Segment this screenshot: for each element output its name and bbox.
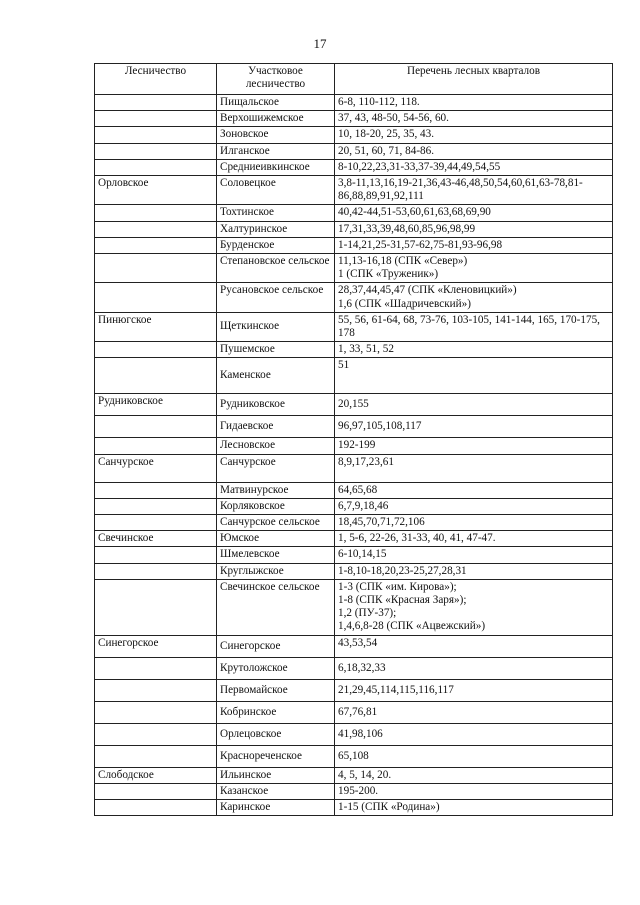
table-header-row [95, 64, 613, 95]
table-row [95, 657, 613, 679]
blocks-cell: 21,29,45,114,115,116,117 [335, 679, 613, 701]
table-row [95, 176, 613, 205]
table-row [95, 745, 613, 767]
district-forestry-cell: Каменское [217, 358, 335, 394]
blocks-cell: 55, 56, 61-64, 68, 73-76, 103-105, 141-144, 165, 170-175, 178 [335, 312, 613, 341]
blocks-cell: 17,31,33,39,48,60,85,96,98,99 [335, 221, 613, 237]
forestry-cell: Санчурское [95, 454, 217, 482]
district-forestry-cell: Бурденское [217, 237, 335, 253]
blocks-cell: 40,42-44,51-53,60,61,63,68,69,90 [335, 205, 613, 221]
table-row [95, 454, 613, 482]
forestry-cell [95, 221, 217, 237]
table-row [95, 547, 613, 563]
blocks-cell: 1-8,10-18,20,23-25,27,28,31 [335, 563, 613, 579]
table-row [95, 635, 613, 657]
table-row [95, 531, 613, 547]
district-forestry-cell: Русановское сельское [217, 283, 335, 312]
table-row [95, 237, 613, 253]
blocks-cell: 195-200. [335, 783, 613, 799]
blocks-cell: 192-199 [335, 438, 613, 454]
forestry-cell [95, 438, 217, 454]
table-row [95, 416, 613, 438]
district-forestry-cell: Каринское [217, 800, 335, 816]
table-row [95, 95, 613, 111]
district-forestry-cell: Круглыжское [217, 563, 335, 579]
table-row [95, 111, 613, 127]
table-row [95, 342, 613, 358]
forestry-cell [95, 579, 217, 635]
table-row [95, 563, 613, 579]
table-row [95, 312, 613, 341]
table-row [95, 783, 613, 799]
forestry-cell [95, 498, 217, 514]
blocks-cell: 65,108 [335, 745, 613, 767]
table-row [95, 679, 613, 701]
blocks-cell: 1, 5-6, 22-26, 31-33, 40, 41, 47-47. [335, 531, 613, 547]
blocks-cell: 1-3 (СПК «им. Кирова»); 1-8 (СПК «Красная Заря»); 1,2 (ПУ-37); 1,4,6,8-28 (СПК «Ацвежский») [335, 579, 613, 635]
blocks-cell: 3,8-11,13,16,19-21,36,43-46,48,50,54,60,61,63-78,81-86,88,89,91,92,111 [335, 176, 613, 205]
table-row [95, 482, 613, 498]
district-forestry-cell: Первомайское [217, 679, 335, 701]
forestry-cell [95, 515, 217, 531]
forestry-cell [95, 111, 217, 127]
district-forestry-cell: Соловецкое [217, 176, 335, 205]
header-forestry: Лесничество [95, 64, 217, 95]
district-forestry-cell: Крутоложское [217, 657, 335, 679]
header-blocks: Перечень лесных кварталов [335, 64, 613, 95]
blocks-cell: 37, 43, 48-50, 54-56, 60. [335, 111, 613, 127]
forestry-cell: Пинюгское [95, 312, 217, 341]
forestry-cell [95, 563, 217, 579]
table-row [95, 767, 613, 783]
district-forestry-cell: Юмское [217, 531, 335, 547]
district-forestry-cell: Синегорское [217, 635, 335, 657]
forestry-cell [95, 342, 217, 358]
table-row [95, 701, 613, 723]
district-forestry-cell: Тохтинское [217, 205, 335, 221]
forestry-cell [95, 254, 217, 283]
table-row [95, 221, 613, 237]
table-row [95, 283, 613, 312]
table-row [95, 723, 613, 745]
forestry-cell [95, 723, 217, 745]
blocks-cell: 6,18,32,33 [335, 657, 613, 679]
blocks-cell: 6-10,14,15 [335, 547, 613, 563]
forestry-cell [95, 95, 217, 111]
forest-blocks-table [94, 63, 613, 816]
blocks-cell: 51 [335, 358, 613, 394]
forestry-cell [95, 358, 217, 394]
blocks-cell: 20, 51, 60, 71, 84-86. [335, 143, 613, 159]
table-row [95, 127, 613, 143]
forestry-cell [95, 416, 217, 438]
forestry-cell [95, 800, 217, 816]
district-forestry-cell: Гидаевское [217, 416, 335, 438]
district-forestry-cell: Зоновское [217, 127, 335, 143]
district-forestry-cell: Верхошижемское [217, 111, 335, 127]
blocks-cell: 96,97,105,108,117 [335, 416, 613, 438]
forestry-cell [95, 745, 217, 767]
blocks-cell: 6,7,9,18,46 [335, 498, 613, 514]
district-forestry-cell: Шмелевское [217, 547, 335, 563]
forestry-cell: Синегорское [95, 635, 217, 657]
table-row [95, 498, 613, 514]
forestry-cell [95, 701, 217, 723]
district-forestry-cell: Свечинское сельское [217, 579, 335, 635]
blocks-cell: 8,9,17,23,61 [335, 454, 613, 482]
district-forestry-cell: Илганское [217, 143, 335, 159]
forestry-cell [95, 547, 217, 563]
district-forestry-cell: Казанское [217, 783, 335, 799]
blocks-cell: 64,65,68 [335, 482, 613, 498]
district-forestry-cell: Ильинское [217, 767, 335, 783]
blocks-cell: 41,98,106 [335, 723, 613, 745]
blocks-cell: 8-10,22,23,31-33,37-39,44,49,54,55 [335, 159, 613, 175]
forestry-cell [95, 159, 217, 175]
district-forestry-cell: Орлецовское [217, 723, 335, 745]
district-forestry-cell: Степановское сельское [217, 254, 335, 283]
table-body [95, 95, 613, 816]
table-row [95, 143, 613, 159]
blocks-cell: 20,155 [335, 394, 613, 416]
forestry-cell: Рудниковское [95, 394, 217, 416]
district-forestry-cell: Краснореченское [217, 745, 335, 767]
district-forestry-cell: Кобринское [217, 701, 335, 723]
blocks-cell: 1-15 (СПК «Родина») [335, 800, 613, 816]
table-row [95, 358, 613, 394]
forestry-cell [95, 679, 217, 701]
table-row [95, 254, 613, 283]
forestry-cell: Слободское [95, 767, 217, 783]
table-row [95, 159, 613, 175]
district-forestry-cell: Лесновское [217, 438, 335, 454]
forestry-cell [95, 783, 217, 799]
table-row [95, 438, 613, 454]
district-forestry-cell: Пищальское [217, 95, 335, 111]
blocks-cell: 1, 33, 51, 52 [335, 342, 613, 358]
forestry-cell [95, 657, 217, 679]
district-forestry-cell: Матвинурское [217, 482, 335, 498]
district-forestry-cell: Рудниковское [217, 394, 335, 416]
table-row [95, 515, 613, 531]
blocks-cell: 67,76,81 [335, 701, 613, 723]
blocks-cell: 18,45,70,71,72,106 [335, 515, 613, 531]
table-row [95, 205, 613, 221]
forestry-cell [95, 482, 217, 498]
district-forestry-cell: Корляковское [217, 498, 335, 514]
header-district-forestry: Участковое лесничество [217, 64, 335, 95]
table-row [95, 800, 613, 816]
table-row [95, 394, 613, 416]
forestry-cell: Свечинское [95, 531, 217, 547]
forestry-cell [95, 283, 217, 312]
district-forestry-cell: Пушемское [217, 342, 335, 358]
forestry-cell [95, 205, 217, 221]
blocks-cell: 6-8, 110-112, 118. [335, 95, 613, 111]
table-row [95, 579, 613, 635]
forestry-cell [95, 237, 217, 253]
blocks-cell: 43,53,54 [335, 635, 613, 657]
blocks-cell: 11,13-16,18 (СПК «Север») 1 (СПК «Труженик») [335, 254, 613, 283]
district-forestry-cell: Санчурское сельское [217, 515, 335, 531]
blocks-cell: 4, 5, 14, 20. [335, 767, 613, 783]
forestry-cell: Орловское [95, 176, 217, 205]
district-forestry-cell: Щеткинское [217, 312, 335, 341]
district-forestry-cell: Санчурское [217, 454, 335, 482]
forestry-cell [95, 127, 217, 143]
blocks-cell: 1-14,21,25-31,57-62,75-81,93-96,98 [335, 237, 613, 253]
district-forestry-cell: Средниеивкинское [217, 159, 335, 175]
blocks-cell: 28,37,44,45,47 (СПК «Кленовицкий») 1,6 (СПК «Шадричевский») [335, 283, 613, 312]
blocks-cell: 10, 18-20, 25, 35, 43. [335, 127, 613, 143]
page-number: 17 [313, 36, 327, 51]
forestry-cell [95, 143, 217, 159]
district-forestry-cell: Халтуринское [217, 221, 335, 237]
